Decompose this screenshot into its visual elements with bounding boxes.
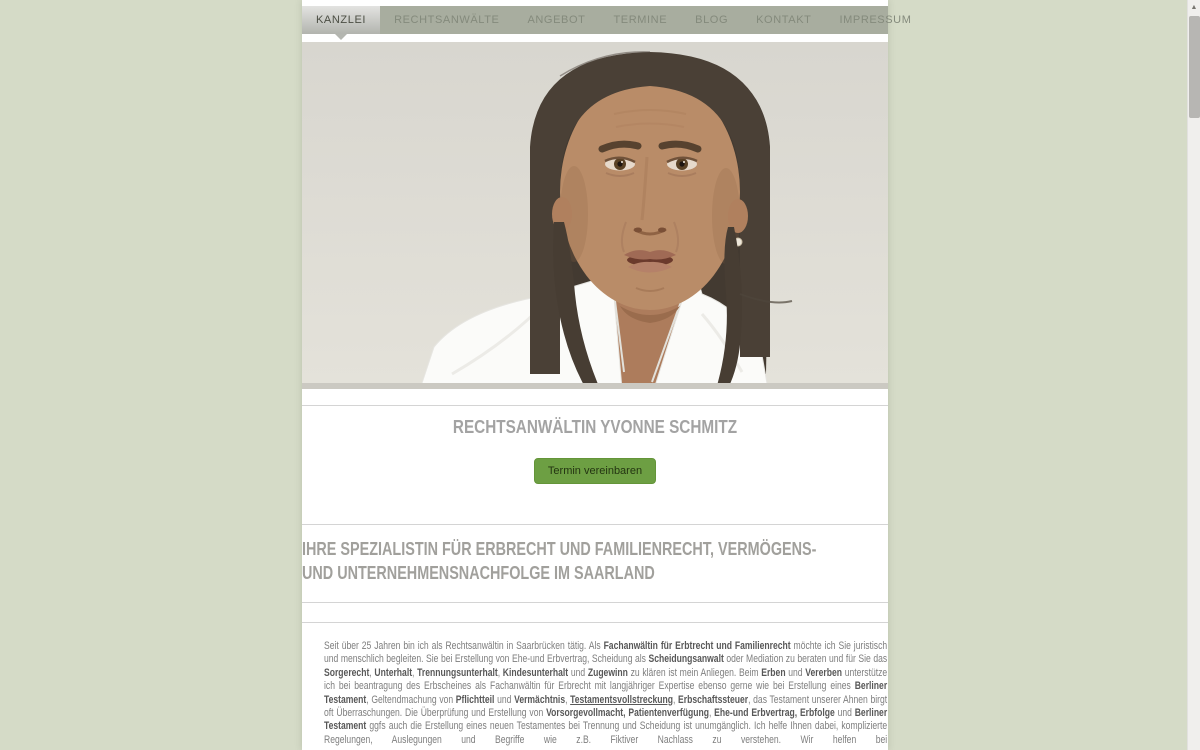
page-title: RECHTSANWÄLTIN YVONNE SCHMITZ — [452, 417, 738, 437]
subtitle-line: IHRE SPEZIALISTIN FÜR ERBRECHT UND FAMILIENRECHT, VERMÖGENS- — [302, 539, 817, 559]
intro-paragraph: Seit über 25 Jahren bin ich als Rechtsanwältin in Saarbrücken tätig. Als Fachanwältin für Erbtrecht und Familienrecht möchte ich Sie juristisch und menschlich begleiten. Sie bei Erstellung von Ehe-und Erbvertrag, Scheidung als Scheidungsanwalt oder Mediation zu beraten und für Sie das Sorgerecht, Unterhalt, Trennungsunterhalt, Kindesunterhalt und Zugewinn zu klären ist mein Anliegen. Beim Erben und Vererben unterstütze ich bei beantragung des Erbscheines als Fachanwältin für Erbrecht mit langjähriger Expertise ebenso gerne wie bei Erstellung eines Berliner Testament, Geltendmachung von Pflichtteil und Vermächtnis, Testamentsvollstreckung, Erbschaftssteuer, das Testament unserer Ahnen birgt oft Überraschungen. Die Überprüfung und Erstellung von Vorsorgevollmacht, Patientenverfügung, Ehe-und Erbvertrag, Erbfolge und Berliner Testament ggfs auch die Erstellung eines neuen Testamentes bei Trennung und Scheidung ist unumgänglich. Ich helfe Ihnen dabei, komplizierte Regelungen, Auslegungen und Begriffe wie z.B. Fiktiver Nachlass zu verstehen. Wir helfen bei — [324, 640, 888, 746]
content-panel — [302, 0, 912, 750]
scroll-up-arrow-icon[interactable]: ▲ — [1190, 4, 1198, 11]
nav-item-kontakt[interactable]: KONTAKT — [756, 14, 812, 26]
divider — [302, 405, 888, 406]
portrait-photo — [302, 42, 888, 389]
navbar — [302, 6, 912, 34]
appointment-button[interactable]: Termin vereinbaren — [534, 458, 656, 484]
divider — [302, 622, 888, 623]
nav-item-kanzlei[interactable]: KANZLEI — [302, 6, 380, 34]
scrollbar-thumb[interactable] — [1189, 16, 1200, 118]
nav-item-rechtsanw-lte[interactable]: RECHTSANWÄLTE — [394, 14, 500, 26]
nav-item-blog[interactable]: BLOG — [695, 14, 729, 26]
divider — [302, 524, 888, 525]
nav-item-angebot[interactable]: ANGEBOT — [527, 14, 586, 26]
subtitle — [302, 537, 886, 585]
subtitle-line: UND UNTERNEHMENSNACHFOLGE IM SAARLAND — [302, 563, 655, 583]
divider — [302, 602, 888, 603]
scrollbar[interactable] — [1187, 0, 1200, 750]
nav-item-termine[interactable]: TERMINE — [613, 14, 668, 26]
hero-image — [302, 42, 888, 389]
nav-item-impressum[interactable]: IMPRESSUM — [839, 14, 912, 26]
cta-row — [302, 458, 888, 484]
